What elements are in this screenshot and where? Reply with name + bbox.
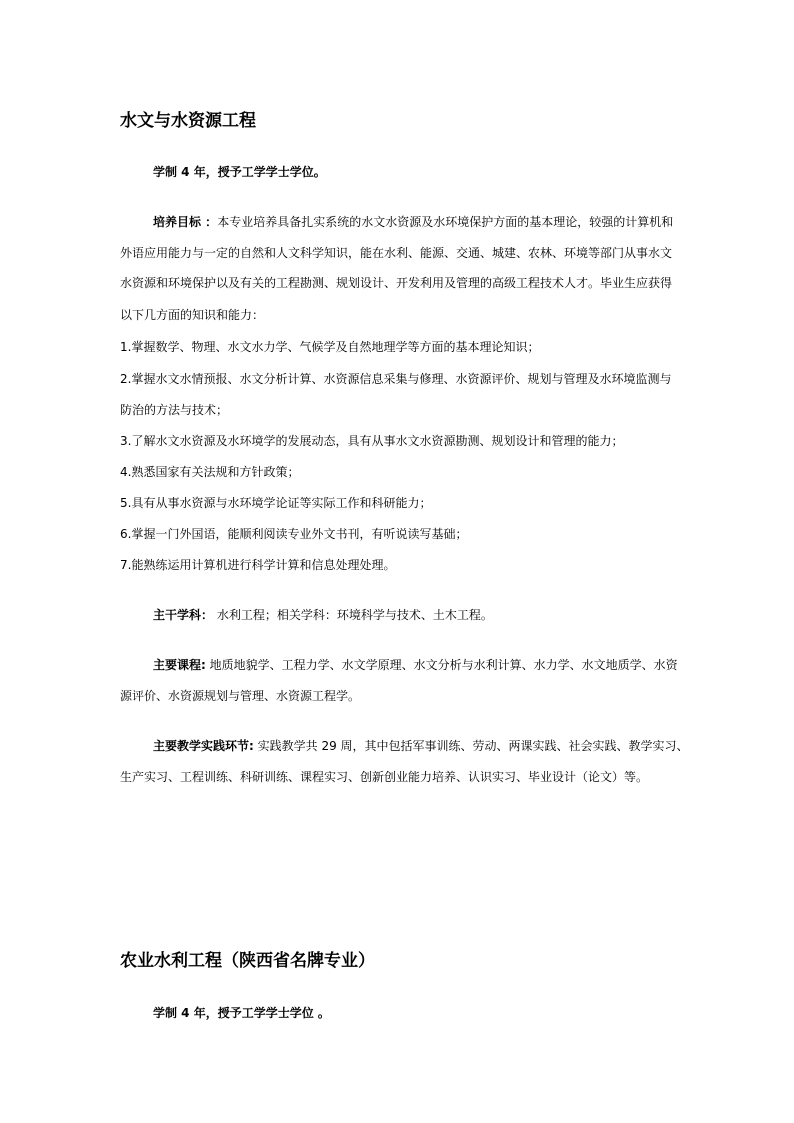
ability-item-2: 2.掌握水文水情预报、水文分析计算、水资源信息采集与修理、水资源评价、规划与管理及水环境监测与 (120, 372, 672, 386)
ability-item-6: 6.掌握一门外国语，能顺利阅读专业外文书刊，有听说读写基础； (120, 527, 468, 541)
courses-text-1: 地质地貌学、工程力学、水文学原理、水文分析与水利计算、水力学、水文地质学、水资 (205, 658, 678, 672)
goal-paragraph-line-1 (153, 214, 673, 230)
practice-text-1: 实践教学共 29 周，其中包括军事训练、劳动、两课实践、社会实践、教学实习、 (253, 739, 689, 753)
practice-text-2: 生产实习、工程训练、科研训练、课程实习、创新创业能力培养、认识实习、毕业设计（论文）等。 (120, 770, 649, 784)
ability-item-4: 4.熟悉国家有关法规和方针政策； (120, 465, 300, 479)
courses-text-2: 源评价、水资源规划与管理、水资源工程学。 (120, 689, 361, 703)
discipline-label: 主干学科： (153, 608, 214, 622)
courses-label: 主要课程: (153, 658, 206, 672)
practice-paragraph-line-1 (153, 738, 689, 754)
ability-item-2-cont: 防治的方法与技术； (120, 403, 229, 417)
section-title-hydrology: 水文与水资源工程 (120, 111, 256, 131)
goal-text-3: 水资源和环境保护以及有关的工程勘测、规划设计、开发利用及管理的高级工程技术人才。毕业生应获得 (120, 276, 673, 290)
goal-text-4: 以下几方面的知识和能力： (120, 308, 265, 322)
duration-text: 学制 4 年，授予工学学士学位。 (153, 165, 326, 179)
courses-paragraph-line-1 (153, 657, 678, 673)
goal-label: 培养目标 ： (153, 215, 218, 229)
ability-item-7: 7.能熟练运用计算机进行科学计算和信息处理处理。 (120, 558, 396, 572)
ability-item-3: 3.了解水文水资源及水环境学的发展动态，具有从事水文水资源勘测、规划设计和管理的能力； (120, 434, 624, 448)
practice-label: 主要教学实践环节: (153, 739, 254, 753)
discipline-paragraph (153, 607, 493, 623)
goal-text-2: 外语应用能力与一定的自然和人文科学知识，能在水利、能源、交通、城建、农林、环境等部门从事水文 (120, 246, 673, 260)
duration-text-2: 学制 4 年，授予工学学士学位 。 (153, 1006, 330, 1020)
ability-item-1: 1.掌握数学、物理、水文水力学、气候学及自然地理学等方面的基本理论知识； (120, 340, 540, 354)
discipline-text: 水利工程；相关学科：环境科学与技术、土木工程。 (213, 608, 493, 622)
ability-item-5: 5.具有从事水资源与水环境学论证等实际工作和科研能力； (120, 496, 432, 510)
goal-text-1: 本专业培养具备扎实系统的水文水资源及水环境保护方面的基本理论，较强的计算机和 (217, 215, 674, 229)
section-title-agri-water: 农业水利工程（陕西省名牌专业） (120, 951, 375, 971)
